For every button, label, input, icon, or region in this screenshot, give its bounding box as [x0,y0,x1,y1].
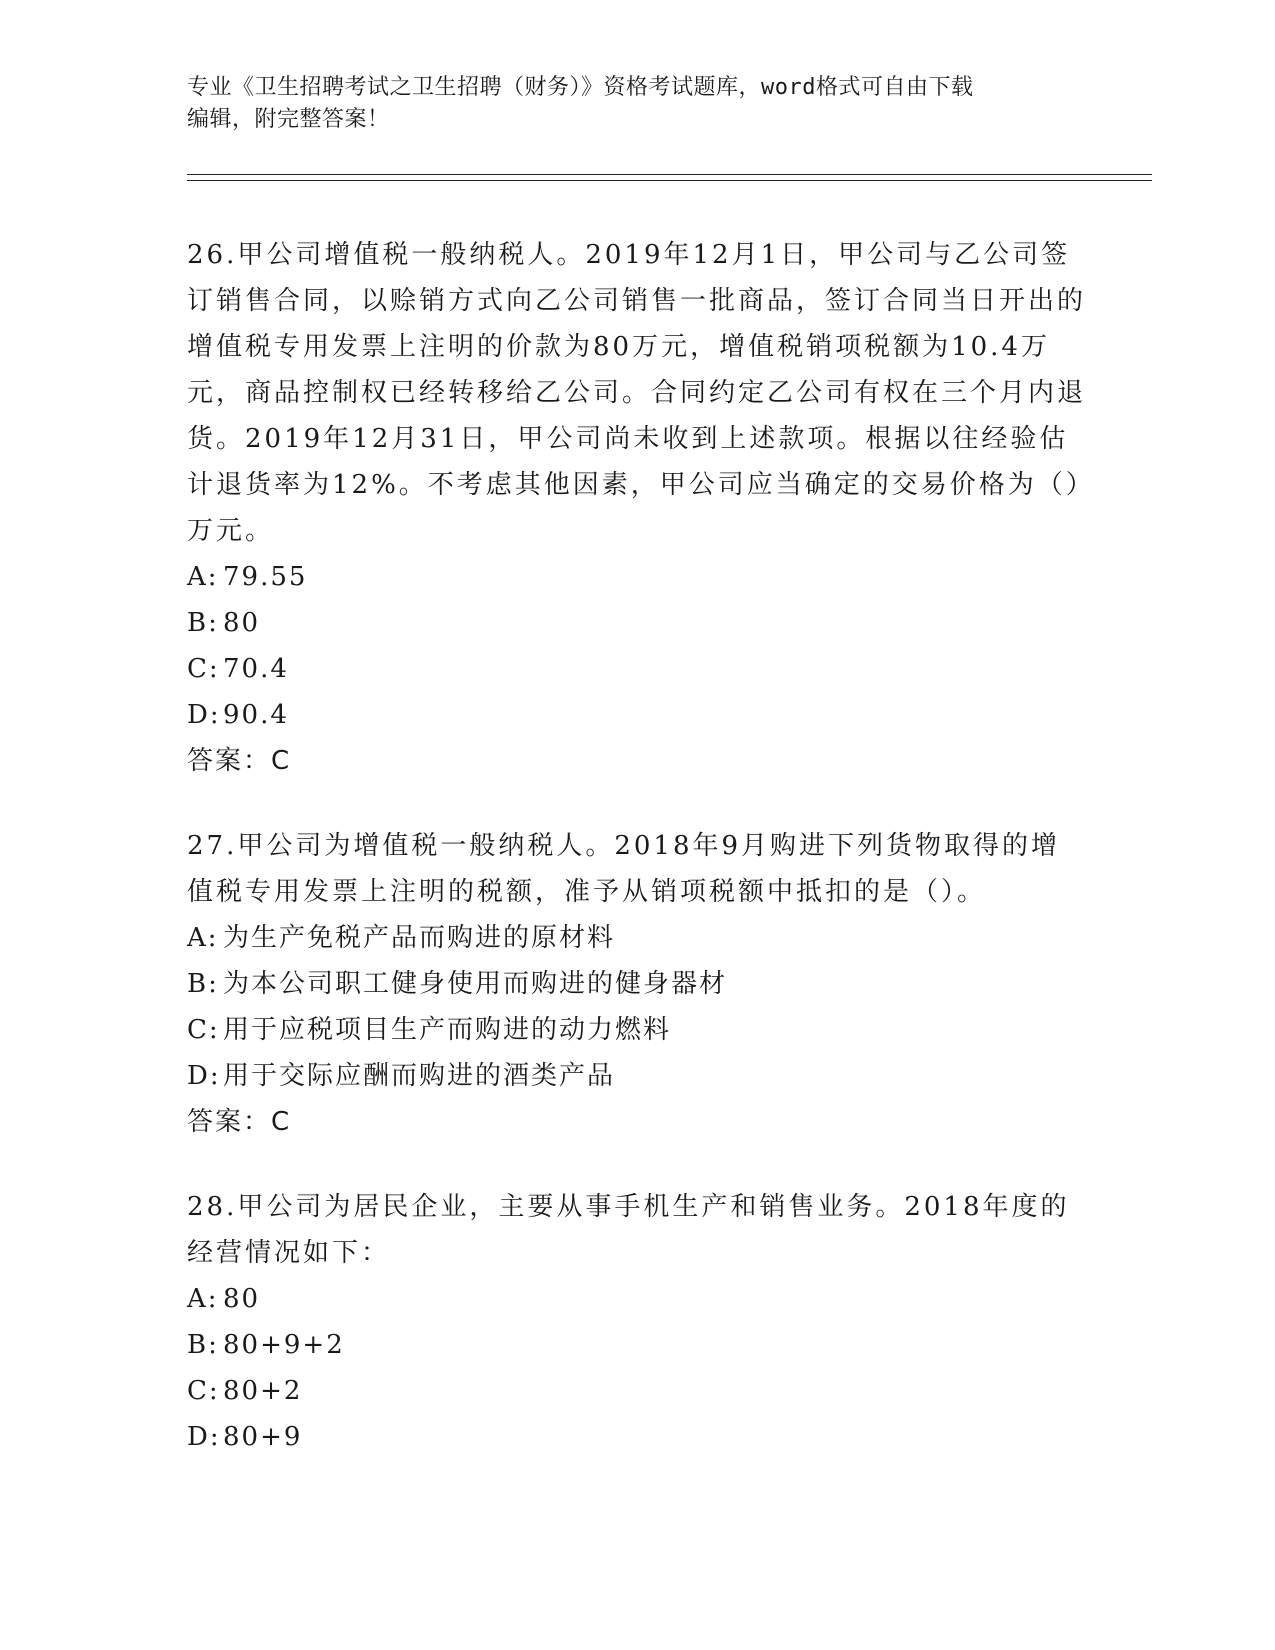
option-b [187,1322,1087,1368]
option-letter: D: [187,700,221,730]
option-text: 为生产免税产品而购进的原材料 [223,923,616,953]
option-d [187,1414,1087,1460]
answer-line: 答案：C [187,1107,292,1137]
option-letter: C: [187,654,220,684]
option-text: 79.55 [223,562,308,592]
option-letter: B: [187,969,219,999]
option-text: 为本公司职工健身使用而购进的健身器材 [223,969,728,999]
option-d [187,1053,1087,1099]
option-letter: D: [187,1422,221,1452]
option-a [187,1276,1087,1322]
option-text: 用于交际应酬而购进的酒类产品 [223,1061,616,1091]
question-list [187,232,1087,1499]
option-a [187,915,1087,961]
option-letter: C: [187,1015,220,1045]
question-text: 28.甲公司为居民企业，主要从事手机生产和销售业务。2018年度的经营情况如下： [187,1192,1070,1268]
option-letter: B: [187,1330,219,1360]
option-text: 80+2 [223,1376,303,1406]
option-d [187,692,1087,738]
option-text: 80 [223,1284,261,1314]
header-line-1: 专业《卫生招聘考试之卫生招聘（财务）》资格考试题库，word格式可自由下载 [187,75,974,100]
question-text: 26.甲公司增值税一般纳税人。2019年12月1日，甲公司与乙公司签订销售合同，以赊销方式向乙公司销售一批商品，签订合同当日开出的增值税专用发票上注明的价款为80万元，增值税销项税额为10.4万元，商品控制权已经转移给乙公司。合同约定乙公司有权在三个月内退货。2019年12月31日，甲公司尚未收到上述款项。根据以往经验估计退货率为12%。不考虑其他因素，甲公司应当确定的交易价格为（）万元。 [187,240,1087,546]
option-letter: C: [187,1376,220,1406]
question-text: 27.甲公司为增值税一般纳税人。2018年9月购进下列货物取得的增值税专用发票上注明的税额，准予从销项税额中抵扣的是（）。 [187,831,1061,907]
option-text: 90.4 [223,700,289,730]
header-line-2: 编辑，附完整答案！ [187,107,390,132]
option-c [187,646,1087,692]
document-header [187,72,1087,136]
option-c [187,1007,1087,1053]
header-divider-bottom [187,180,1152,181]
option-a [187,554,1087,600]
option-b [187,600,1087,646]
question-26 [187,232,1087,784]
answer-line: 答案：C [187,746,292,776]
option-letter: D: [187,1061,221,1091]
option-letter: B: [187,608,219,638]
option-text: 70.4 [223,654,289,684]
option-text: 80+9 [223,1422,303,1452]
question-27 [187,823,1087,1145]
option-text: 用于应税项目生产而购进的动力燃料 [223,1015,672,1045]
option-text: 80 [223,608,261,638]
option-text: 80+9+2 [223,1330,345,1360]
option-letter: A: [187,923,219,953]
option-letter: A: [187,562,219,592]
option-c [187,1368,1087,1414]
header-divider-top [187,174,1152,175]
option-letter: A: [187,1284,219,1314]
option-b [187,961,1087,1007]
question-28 [187,1184,1087,1460]
